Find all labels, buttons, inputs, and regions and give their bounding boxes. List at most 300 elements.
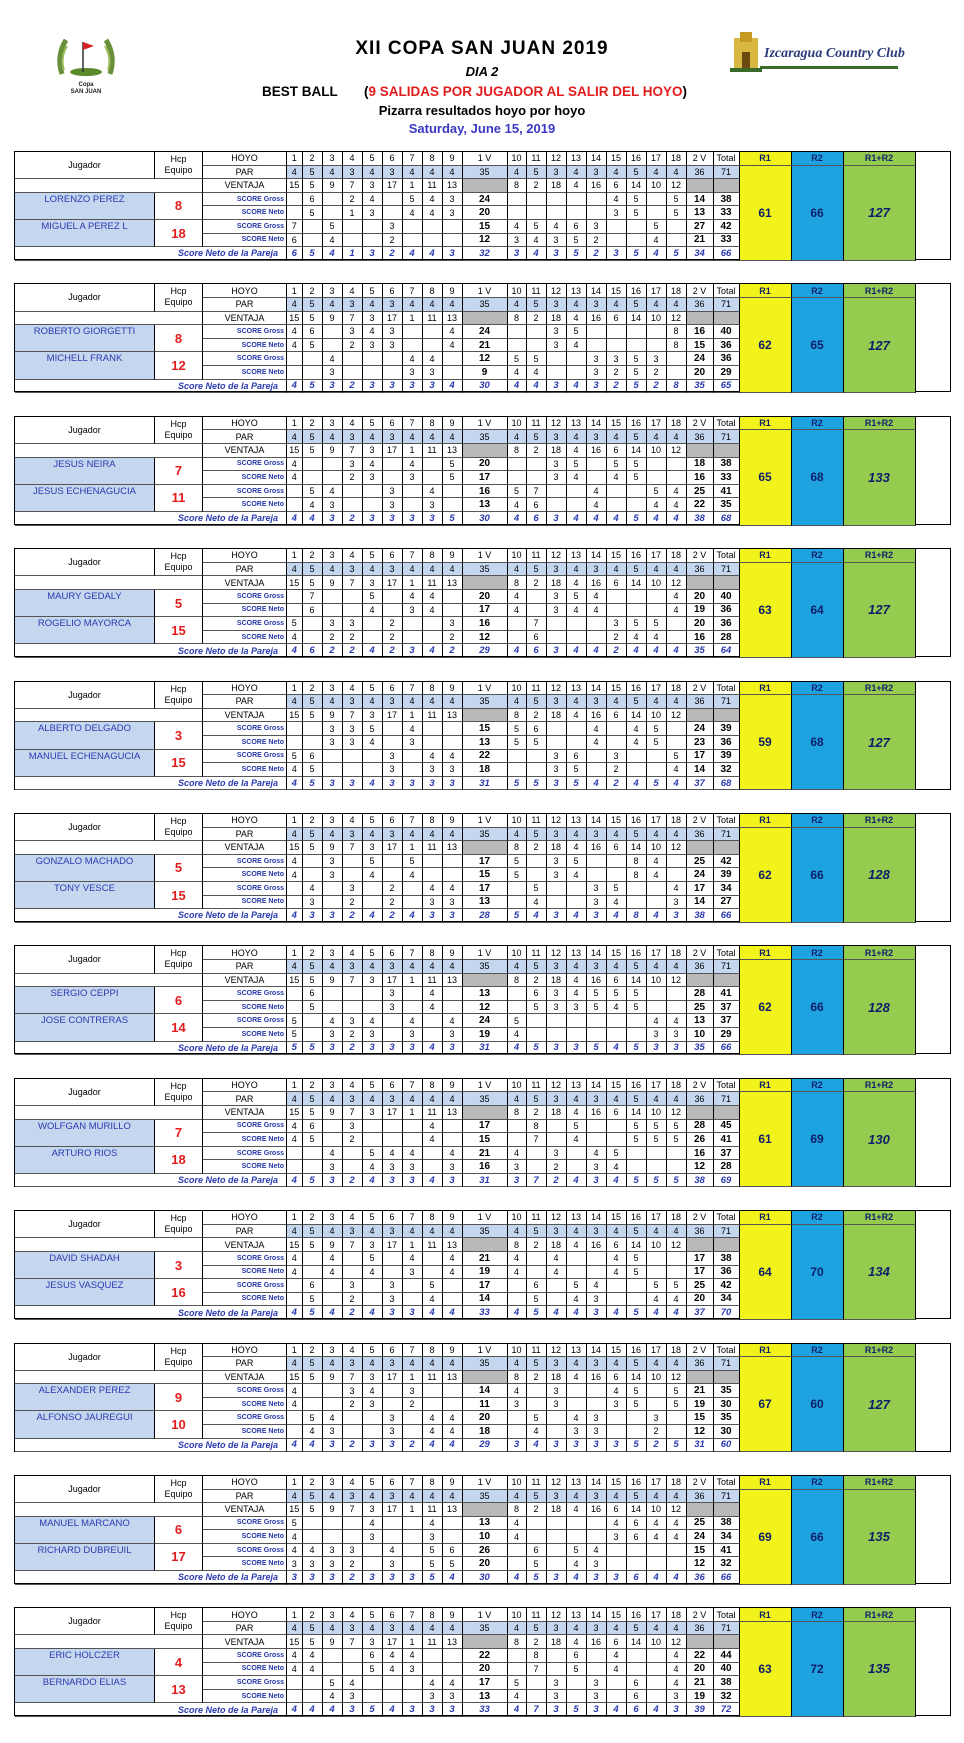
gross-score <box>383 1676 403 1690</box>
hole-number: 2 V <box>687 284 714 298</box>
ventaja-value: 8 <box>508 1371 527 1385</box>
gross-score: 3 <box>587 220 607 234</box>
ventaja-value: 8 <box>508 312 527 326</box>
par-value: 36 <box>687 298 714 312</box>
gross-score: 6 <box>527 987 547 1001</box>
par-value: 4 <box>323 1225 343 1239</box>
hole-number: 3 <box>323 814 343 828</box>
gross-score: 4 <box>287 1252 303 1266</box>
pair-score: 4 <box>607 1042 627 1056</box>
gross-score: 4 <box>607 193 627 207</box>
hole-number: 17 <box>647 549 667 563</box>
par-label: PAR <box>203 298 287 312</box>
pair-score: 4 <box>508 512 527 526</box>
gross-score <box>403 485 423 499</box>
gross-score <box>423 1147 443 1161</box>
par-value: 4 <box>567 1622 587 1636</box>
gross-score: 4 <box>423 485 443 499</box>
hole-number: 2 <box>303 946 323 960</box>
hole-number: 18 <box>667 1211 687 1225</box>
day-label: DIA 2 <box>465 64 499 79</box>
neto-score <box>363 896 383 910</box>
r12-value: 127 <box>844 563 916 658</box>
gross-score <box>443 987 463 1001</box>
neto-score: 32 <box>714 763 740 777</box>
gross-score <box>527 458 547 472</box>
player-name: MAURY GEDALY <box>15 590 155 617</box>
hole-number: 3 <box>323 417 343 431</box>
hole-number: Total <box>714 1079 740 1093</box>
gross-score <box>547 1649 567 1663</box>
neto-score: 3 <box>587 1557 607 1571</box>
hole-number: 3 <box>323 1344 343 1358</box>
gross-score: 3 <box>343 722 363 736</box>
hole-number: 4 <box>343 1608 363 1622</box>
pair-score: 4 <box>527 909 547 923</box>
gross-score: 5 <box>667 193 687 207</box>
neto-score: 3 <box>323 1557 343 1571</box>
gross-score <box>323 1120 343 1134</box>
par-value: 35 <box>463 960 508 974</box>
par-value: 3 <box>547 1490 567 1504</box>
hole-number: 7 <box>403 814 423 828</box>
gross-score: 40 <box>714 325 740 339</box>
ventaja-value: 10 <box>647 1238 667 1252</box>
par-value: 4 <box>607 298 627 312</box>
hole-number: 15 <box>607 284 627 298</box>
gross-score <box>508 325 527 339</box>
ventaja-value: 10 <box>647 1503 667 1517</box>
gross-score <box>303 855 323 869</box>
neto-score <box>383 604 403 618</box>
neto-score: 4 <box>647 1293 667 1307</box>
par-value: 3 <box>547 166 567 180</box>
pair-score: 4 <box>508 1306 527 1320</box>
neto-score: 17 <box>463 471 508 485</box>
gross-score <box>547 485 567 499</box>
par-value: 3 <box>587 695 607 709</box>
ventaja-value: 2 <box>527 312 547 326</box>
hole-number: 2 V <box>687 682 714 696</box>
neto-score: 5 <box>303 206 323 220</box>
hole-number: 10 <box>508 682 527 696</box>
neto-score <box>443 498 463 512</box>
neto-score: 5 <box>647 1133 667 1147</box>
pair-score: 5 <box>567 247 587 261</box>
gross-score: 5 <box>508 1014 527 1028</box>
neto-score <box>403 1001 423 1015</box>
pair-score: 6 <box>303 644 323 658</box>
ventaja-value: 17 <box>383 1238 403 1252</box>
gross-score: 5 <box>287 750 303 764</box>
gross-score <box>527 193 547 207</box>
neto-score: 3 <box>403 736 423 750</box>
neto-score <box>363 1001 383 1015</box>
ventaja-value: 1 <box>403 312 423 326</box>
ventaja-value: 5 <box>303 576 323 590</box>
neto-score: 5 <box>303 1293 323 1307</box>
par-value: 4 <box>667 563 687 577</box>
hole-number: 8 <box>423 682 443 696</box>
pair-score: 36 <box>687 1571 714 1585</box>
gross-score <box>547 1279 567 1293</box>
neto-score: 22 <box>687 498 714 512</box>
pair-score: 4 <box>547 1306 567 1320</box>
neto-score <box>587 1530 607 1544</box>
player-hcp: 5 <box>155 855 203 882</box>
pair-score: 3 <box>343 777 363 791</box>
neto-score: 3 <box>508 234 527 248</box>
neto-score: 4 <box>567 604 587 618</box>
player-hcp: 7 <box>155 458 203 485</box>
neto-score <box>423 1028 443 1042</box>
ventaja-value: 14 <box>627 709 647 723</box>
neto-score <box>627 234 647 248</box>
pair-score: 5 <box>567 1703 587 1717</box>
neto-score: 3 <box>423 763 443 777</box>
par-value: 35 <box>463 1622 508 1636</box>
gross-score <box>287 1279 303 1293</box>
neto-score: 3 <box>607 1530 627 1544</box>
pair-score: 5 <box>303 380 323 394</box>
neto-score: 18 <box>463 763 508 777</box>
neto-score: 4 <box>403 206 423 220</box>
pair-score: 2 <box>547 1174 567 1188</box>
par-value: 3 <box>383 695 403 709</box>
gross-score <box>363 220 383 234</box>
neto-score <box>508 1133 527 1147</box>
pair-score: 5 <box>567 777 587 791</box>
neto-score <box>587 206 607 220</box>
neto-score <box>303 1266 323 1280</box>
page-title: XII COPA SAN JUAN 2019 <box>355 38 609 59</box>
player-name: JOSE CONTRERAS <box>15 1014 155 1041</box>
ventaja-value: 6 <box>607 444 627 458</box>
neto-score: 4 <box>363 604 383 618</box>
gross-score: 6 <box>567 750 587 764</box>
gross-score <box>443 1120 463 1134</box>
gross-score <box>383 590 403 604</box>
neto-score <box>547 1425 567 1439</box>
par-value: 4 <box>607 1225 627 1239</box>
neto-score: 10 <box>463 1530 508 1544</box>
neto-score: 5 <box>627 206 647 220</box>
gross-score <box>403 1120 423 1134</box>
gross-score: 4 <box>323 1014 343 1028</box>
ventaja-value: 17 <box>383 1106 403 1120</box>
neto-score: 4 <box>667 1293 687 1307</box>
neto-score <box>607 1690 627 1704</box>
ventaja-value: 17 <box>383 841 403 855</box>
neto-score: 15 <box>463 868 508 882</box>
par-value: 5 <box>627 166 647 180</box>
gross-score: 4 <box>287 1120 303 1134</box>
gross-score: 3 <box>383 750 403 764</box>
hole-number: 4 <box>343 1344 363 1358</box>
ventaja-value: 3 <box>363 974 383 988</box>
pair-score: 4 <box>567 1571 587 1585</box>
pair-score: 2 <box>403 1439 423 1453</box>
gross-score: 4 <box>423 1411 443 1425</box>
neto-score <box>647 1160 667 1174</box>
gross-score: 4 <box>443 1252 463 1266</box>
gross-score: 4 <box>667 1676 687 1690</box>
par-value: 4 <box>403 1622 423 1636</box>
ventaja-value: 1 <box>403 1371 423 1385</box>
hcp-header <box>155 284 203 311</box>
ventaja-value: 11 <box>423 709 443 723</box>
hole-number: 14 <box>587 682 607 696</box>
neto-score: 3 <box>423 896 443 910</box>
gross-score <box>343 855 363 869</box>
pair-score: 4 <box>527 247 547 261</box>
gross-score <box>343 1649 363 1663</box>
neto-score: 4 <box>383 1663 403 1677</box>
gross-score <box>527 855 547 869</box>
neto-score: 3 <box>567 1001 587 1015</box>
neto-score: 3 <box>547 1690 567 1704</box>
neto-score: 4 <box>363 1266 383 1280</box>
pair-score: 3 <box>547 777 567 791</box>
par-value: 3 <box>587 563 607 577</box>
neto-score <box>508 471 527 485</box>
gross-score <box>363 882 383 896</box>
pair-score: 3 <box>363 247 383 261</box>
gross-score <box>508 458 527 472</box>
gross-score: 13 <box>463 987 508 1001</box>
gross-label: SCORE Gross <box>203 1544 287 1558</box>
neto-score: 5 <box>627 471 647 485</box>
hole-number: 1 V <box>463 1608 508 1622</box>
neto-score: 3 <box>443 763 463 777</box>
par-value: 3 <box>383 828 403 842</box>
gross-score: 5 <box>363 590 383 604</box>
r2-value: 72 <box>792 1622 844 1717</box>
gross-score: 3 <box>547 590 567 604</box>
gross-score: 3 <box>323 1544 343 1558</box>
ventaja-value: 3 <box>363 179 383 193</box>
r12-header: R1+R2 <box>844 152 916 166</box>
hole-number: 18 <box>667 682 687 696</box>
hole-number: 3 <box>323 1476 343 1490</box>
ventaja-value <box>714 1371 740 1385</box>
neto-score: 13 <box>463 896 508 910</box>
gross-score <box>627 590 647 604</box>
gross-score: 39 <box>714 750 740 764</box>
gross-score <box>627 1544 647 1558</box>
hole-number: 16 <box>627 682 647 696</box>
gross-score: 25 <box>687 485 714 499</box>
par-value: 5 <box>627 1092 647 1106</box>
hole-number: 15 <box>607 1211 627 1225</box>
pair-score: 6 <box>627 1571 647 1585</box>
gross-label: SCORE Gross <box>203 325 287 339</box>
neto-score <box>383 366 403 380</box>
hole-number: 2 V <box>687 1476 714 1490</box>
r1-header: R1 <box>740 549 792 563</box>
par-value: 4 <box>607 1490 627 1504</box>
pair-score: 5 <box>627 380 647 394</box>
player-hcp: 18 <box>155 220 203 247</box>
hole-number: 11 <box>527 946 547 960</box>
player-name: BERNARDO ELIAS <box>15 1676 155 1703</box>
neto-score <box>323 763 343 777</box>
pair-score: 5 <box>627 1174 647 1188</box>
neto-score: 4 <box>527 366 547 380</box>
team-scorecard <box>14 1475 951 1584</box>
r2-header: R2 <box>792 152 844 166</box>
par-value: 4 <box>443 430 463 444</box>
gross-score: 5 <box>647 485 667 499</box>
ventaja-value: 6 <box>607 841 627 855</box>
gross-score <box>363 1279 383 1293</box>
pair-score: 3 <box>547 512 567 526</box>
neto-score: 10 <box>687 1028 714 1042</box>
neto-score <box>587 868 607 882</box>
pair-score: 3 <box>323 1571 343 1585</box>
gross-score: 4 <box>508 1147 527 1161</box>
neto-label: SCORE Neto <box>203 1160 287 1174</box>
ventaja-value: 5 <box>303 1503 323 1517</box>
hole-number: 1 <box>287 1608 303 1622</box>
neto-score <box>627 339 647 353</box>
par-value: 4 <box>443 1490 463 1504</box>
neto-score: 33 <box>714 206 740 220</box>
gross-score <box>403 1544 423 1558</box>
ventaja-value: 12 <box>667 1371 687 1385</box>
hcp-header <box>155 152 203 179</box>
hole-number: 14 <box>587 946 607 960</box>
gross-score: 5 <box>647 220 667 234</box>
neto-score: 20 <box>463 1557 508 1571</box>
ventaja-label: VENTAJA <box>203 312 287 326</box>
team-scorecard <box>14 283 951 392</box>
neto-score <box>607 736 627 750</box>
hole-number: 7 <box>403 1079 423 1093</box>
ventaja-value: 13 <box>443 1238 463 1252</box>
par-value: 4 <box>423 1622 443 1636</box>
pair-score: 3 <box>423 380 443 394</box>
gross-score <box>383 1252 403 1266</box>
neto-score <box>587 631 607 645</box>
gross-score <box>607 1120 627 1134</box>
par-value: 3 <box>383 166 403 180</box>
par-label: PAR <box>203 1622 287 1636</box>
hole-number: 3 <box>323 549 343 563</box>
par-value: 3 <box>587 1225 607 1239</box>
par-value: 5 <box>527 166 547 180</box>
neto-label: SCORE Neto <box>203 1001 287 1015</box>
par-value: 5 <box>627 1622 647 1636</box>
ventaja-value <box>463 1238 508 1252</box>
gross-label: SCORE Gross <box>203 1279 287 1293</box>
hole-number: 16 <box>627 1079 647 1093</box>
ventaja-value: 18 <box>547 1635 567 1649</box>
par-value: 71 <box>714 1357 740 1371</box>
neto-score <box>423 1663 443 1677</box>
hole-number: 16 <box>627 417 647 431</box>
equipo-label: Equipo <box>164 429 193 440</box>
gross-score: 4 <box>343 1676 363 1690</box>
par-value: 5 <box>627 1490 647 1504</box>
gross-score: 4 <box>647 1517 667 1531</box>
hoyo-label: HOYO <box>203 1608 287 1622</box>
par-value: 4 <box>607 960 627 974</box>
hole-number: 1 <box>287 1079 303 1093</box>
neto-score: 4 <box>567 1293 587 1307</box>
gross-score: 3 <box>547 855 567 869</box>
ventaja-value <box>463 974 508 988</box>
neto-score: 35 <box>714 498 740 512</box>
par-value: 36 <box>687 1490 714 1504</box>
hole-number: 9 <box>443 284 463 298</box>
jugador-header: Jugador <box>15 814 155 841</box>
neto-score: 5 <box>508 868 527 882</box>
ventaja-value: 2 <box>527 1635 547 1649</box>
neto-score <box>527 471 547 485</box>
neto-score <box>363 1425 383 1439</box>
r2-value: 68 <box>792 695 844 790</box>
hole-number: 17 <box>647 946 667 960</box>
equipo-label: Equipo <box>164 297 193 308</box>
neto-score <box>587 471 607 485</box>
ventaja-value: 10 <box>647 709 667 723</box>
gross-score <box>443 855 463 869</box>
neto-score <box>627 1663 647 1677</box>
player-hcp: 3 <box>155 1252 203 1279</box>
gross-score <box>363 485 383 499</box>
gross-score: 4 <box>508 1252 527 1266</box>
salidas-label: (9 SALIDAS POR JUGADOR AL SALIR DEL HOYO) <box>364 84 688 99</box>
neto-score: 5 <box>627 1001 647 1015</box>
gross-score: 21 <box>687 1384 714 1398</box>
gross-score <box>587 617 607 631</box>
ventaja-label: VENTAJA <box>203 1106 287 1120</box>
gross-score <box>607 855 627 869</box>
gross-score <box>363 617 383 631</box>
gross-score: 4 <box>363 1384 383 1398</box>
pair-score: 5 <box>303 1042 323 1056</box>
gross-score <box>547 1120 567 1134</box>
neto-score <box>363 763 383 777</box>
gross-score: 4 <box>547 220 567 234</box>
gross-score: 34 <box>714 882 740 896</box>
par-value: 4 <box>443 1357 463 1371</box>
player-name: MANUEL ECHENAGUCIA <box>15 750 155 777</box>
gross-score <box>383 1120 403 1134</box>
gross-score: 3 <box>343 617 363 631</box>
neto-score <box>403 763 423 777</box>
hcp-label: Hcp <box>170 948 187 959</box>
neto-score: 6 <box>303 604 323 618</box>
neto-score <box>607 1557 627 1571</box>
gross-score: 4 <box>587 590 607 604</box>
par-value: 35 <box>463 430 508 444</box>
neto-score: 4 <box>287 868 303 882</box>
hole-number: 4 <box>343 1079 363 1093</box>
jugador-header: Jugador <box>15 152 155 179</box>
par-value: 5 <box>627 298 647 312</box>
par-value: 4 <box>287 695 303 709</box>
gross-score: 40 <box>714 590 740 604</box>
r2-header: R2 <box>792 1476 844 1490</box>
par-value: 4 <box>567 1092 587 1106</box>
gross-score <box>443 1279 463 1293</box>
neto-score <box>567 1690 587 1704</box>
hole-number: 4 <box>343 417 363 431</box>
neto-score: 2 <box>343 1133 363 1147</box>
par-value: 3 <box>343 1490 363 1504</box>
